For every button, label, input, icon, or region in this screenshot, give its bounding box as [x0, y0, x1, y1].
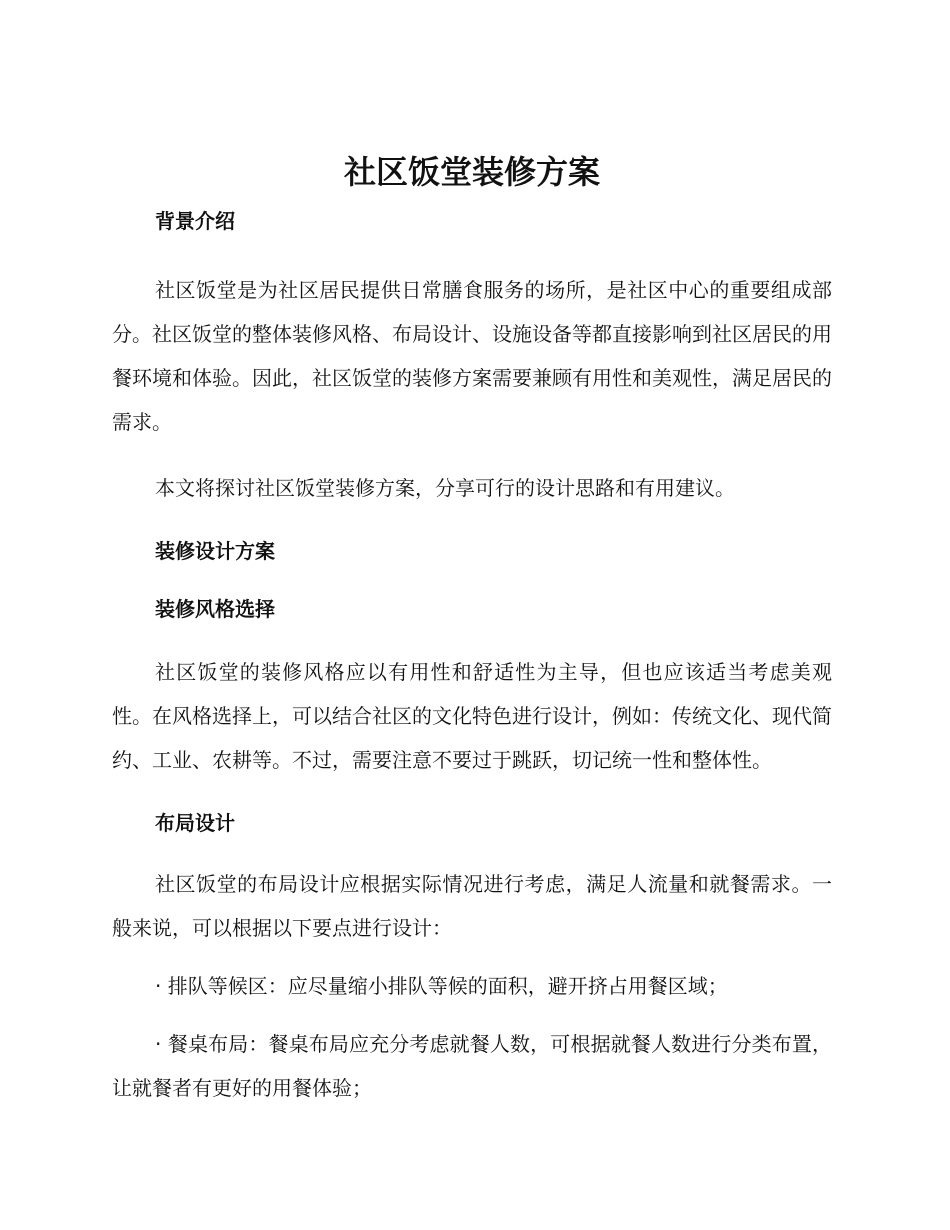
paragraph-background-purpose: 本文将探讨社区饭堂装修方案，分享可行的设计思路和有用建议。 [155, 476, 735, 500]
bullet-table-layout: · 餐桌布局：餐桌布局应充分考虑就餐人数，可根据就餐人数进行分类布置，让就餐者有更好的用餐体验； [112, 1032, 832, 1100]
paragraph-background-intro: 社区饭堂是为社区居民提供日常膳食服务的场所，是社区中心的重要组成部分。社区饭堂的整体装修风格、布局设计、设施设备等都直接影响到社区居民的用餐环境和体验。因此，社区饭堂的装修方案需要兼顾有用性和美观性，满足居民的需求。 [112, 278, 832, 434]
paragraph-style-choice: 社区饭堂的装修风格应以有用性和舒适性为主导，但也应该适当考虑美观性。在风格选择上，可以结合社区的文化特色进行设计，例如：传统文化、现代简约、工业、农耕等。不过，需要注意不要过于跳跃，切记统一性和整体性。 [112, 660, 832, 772]
heading-style-choice: 装修风格选择 [155, 597, 275, 621]
paragraph-layout-design: 社区饭堂的布局设计应根据实际情况进行考虑，满足人流量和就餐需求。一般来说，可以根据以下要点进行设计： [112, 872, 832, 940]
heading-background: 背景介绍 [155, 209, 235, 233]
bullet-queue-area: · 排队等候区：应尽量缩小排队等候的面积，避开挤占用餐区域； [155, 974, 728, 998]
heading-design-plan: 装修设计方案 [155, 539, 275, 563]
document-body [112, 150, 832, 1110]
heading-layout-design: 布局设计 [155, 811, 235, 835]
document-title: 社区饭堂装修方案 [343, 153, 600, 191]
